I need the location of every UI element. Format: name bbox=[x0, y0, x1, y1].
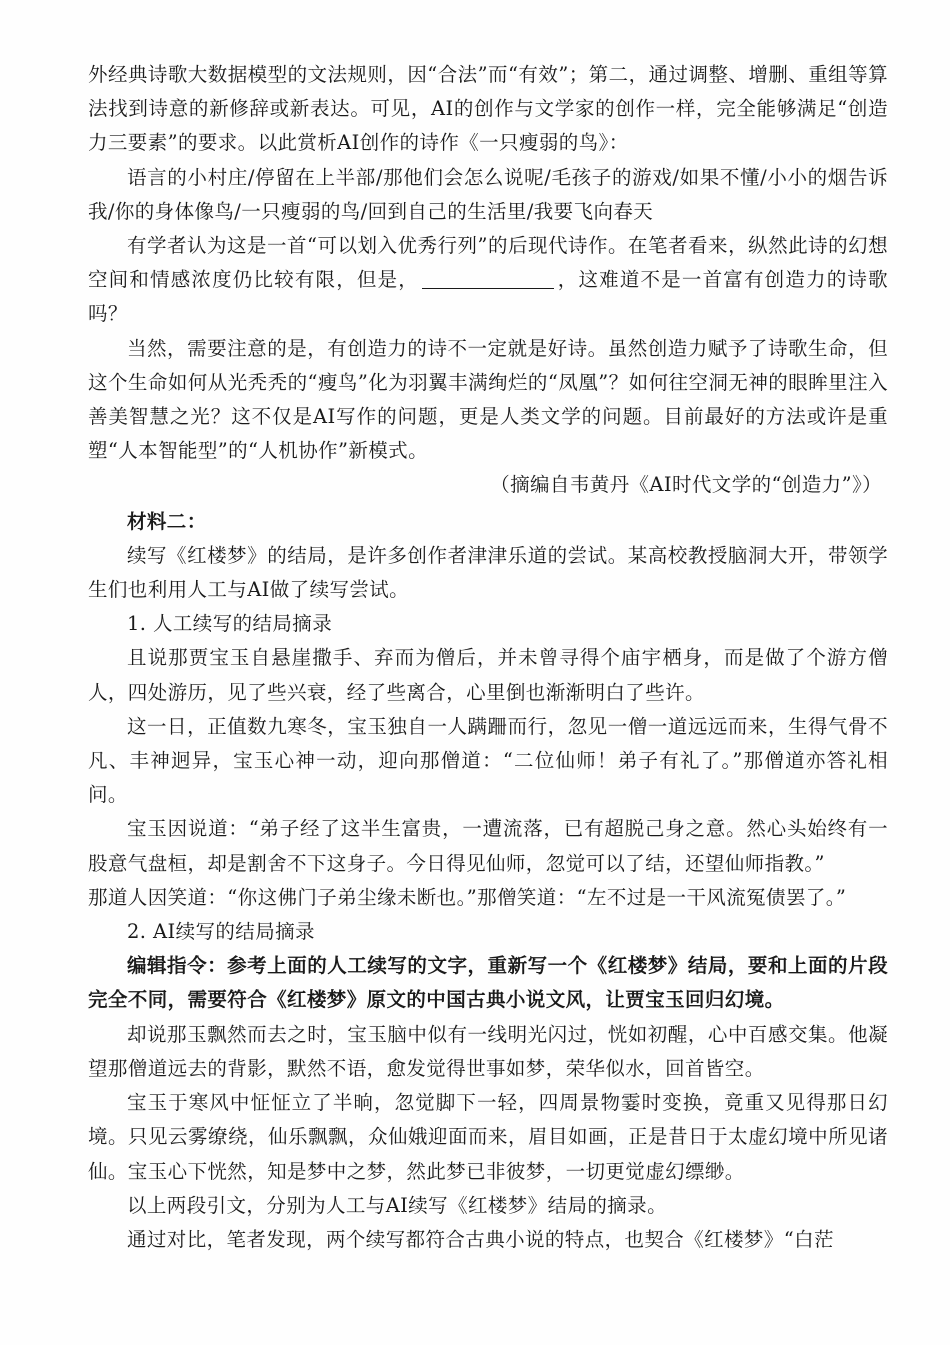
scholar-text-before: 有学者认为这是一首“可以划入优秀行列”的后现代诗作。在笔者看来，纵然此诗的幻想空间和情感浓度仍比较有限，但是， bbox=[88, 234, 888, 292]
section-human-title: 1. 人工续写的结局摘录 bbox=[127, 612, 333, 636]
source-citation: （摘编自韦黄丹《AI时代文学的“创造力”》） bbox=[490, 473, 882, 497]
paragraph-creativity-note: 当然，需要注意的是，有创造力的诗不一定就是好诗。虽然创造力赋予了诗歌生命，但这个生命如何从光秃秃的“瘦鸟”化为羽翼丰满绚烂的“凤凰”？如何往空洞无神的眼眸里注入善美智慧之光？这不仅是AI写作的问题，更是人类文学的问题。目前最好的方法或许是重塑“人本智能型”的“人机协作”新模式。 bbox=[88, 336, 888, 463]
comparison-paragraph: 通过对比，笔者发现，两个续写都符合古典小说的特点，也契合《红楼梦》“白茫 bbox=[127, 1227, 834, 1251]
human-excerpt-paragraph-2: 这一日，正值数九寒冬，宝玉独自一人蹒跚而行，忽见一僧一道远远而来，生得气骨不凡、丰神迥异，宝玉心神一动，迎向那僧道：“二位仙师！弟子有礼了。”那僧道亦答礼相问。 bbox=[88, 714, 888, 807]
human-excerpt-paragraph-1: 且说那贾宝玉自悬崖撒手、弃而为僧后，并未曾寻得个庙宇栖身，而是做了个游方僧人，四处游历，见了些兴衰，经了些离合，心里倒也渐渐明白了些许。 bbox=[88, 646, 888, 704]
ai-poem: 语言的小村庄/停留在上半部/那他们会怎么说呢/毛孩子的游戏/如果不懂/小小的烟告诉我/你的身体像鸟/一只瘦弱的鸟/回到自己的生活里/我要飞向春天 bbox=[88, 165, 888, 223]
editing-instruction: 编辑指令：参考上面的人工续写的文字，重新写一个《红楼梦》结局，要和上面的片段完全不同，需要符合《红楼梦》原文的中国古典小说文风，让贾宝玉回归幻境。 bbox=[88, 954, 888, 1012]
human-excerpt-paragraph-4: 那道人因笑道：“你这佛门子弟尘缘未断也。”那僧笑道：“左不过是一干风流冤债罢了。” bbox=[88, 885, 847, 909]
material-two-intro: 续写《红楼梦》的结局，是许多创作者津津乐道的尝试。某高校教授脑洞大开，带领学生们也利用人工与AI做了续写尝试。 bbox=[88, 543, 888, 602]
summary-paragraph: 以上两段引文，分别为人工与AI续写《红楼梦》结局的摘录。 bbox=[127, 1193, 667, 1217]
fill-in-blank[interactable] bbox=[422, 269, 554, 290]
document-body bbox=[88, 58, 888, 1257]
ai-excerpt-paragraph-1: 却说那玉飘然而去之时，宝玉脑中似有一线明光闪过，恍如初醒，心中百感交集。他凝望那僧道远去的背影，默然不语，愈发觉得世事如梦，荣华似水，回首皆空。 bbox=[88, 1022, 888, 1080]
section-ai-title: 2. AI续写的结局摘录 bbox=[127, 920, 315, 944]
material-two-heading: 材料二： bbox=[127, 509, 207, 533]
scholar-text-after: ，这难道不是一首富有创造力的诗歌吗？ bbox=[88, 268, 888, 326]
paragraph-continuation: 外经典诗歌大数据模型的文法规则，因“合法”而“有效”；第二，通过调整、增删、重组等算法找到诗意的新修辞或新表达。可见，AI的创作与文学家的创作一样，完全能够满足“创造力三要素”的要求。以此赏析AI创作的诗作《一只瘦弱的鸟》： bbox=[88, 63, 888, 155]
human-excerpt-paragraph-3: 宝玉因说道：“弟子经了这半生富贵，一遭流落，已有超脱己身之意。然心头始终有一股意气盘桓，却是割舍不下这身子。今日得见仙师，忽觉可以了结，还望仙师指教。” bbox=[88, 817, 888, 875]
paragraph-scholar-view bbox=[88, 229, 888, 332]
ai-excerpt-paragraph-2: 宝玉于寒风中怔怔立了半晌，忽觉脚下一轻，四周景物霎时变换，竟重又见得那日幻境。只见云雾缭绕，仙乐飘飘，众仙娥迎面而来，眉目如画，正是昔日于太虚幻境中所见诸仙。宝玉心下恍然，知是梦中之梦，然此梦已非彼梦，一切更觉虚幻缥缈。 bbox=[88, 1091, 888, 1183]
